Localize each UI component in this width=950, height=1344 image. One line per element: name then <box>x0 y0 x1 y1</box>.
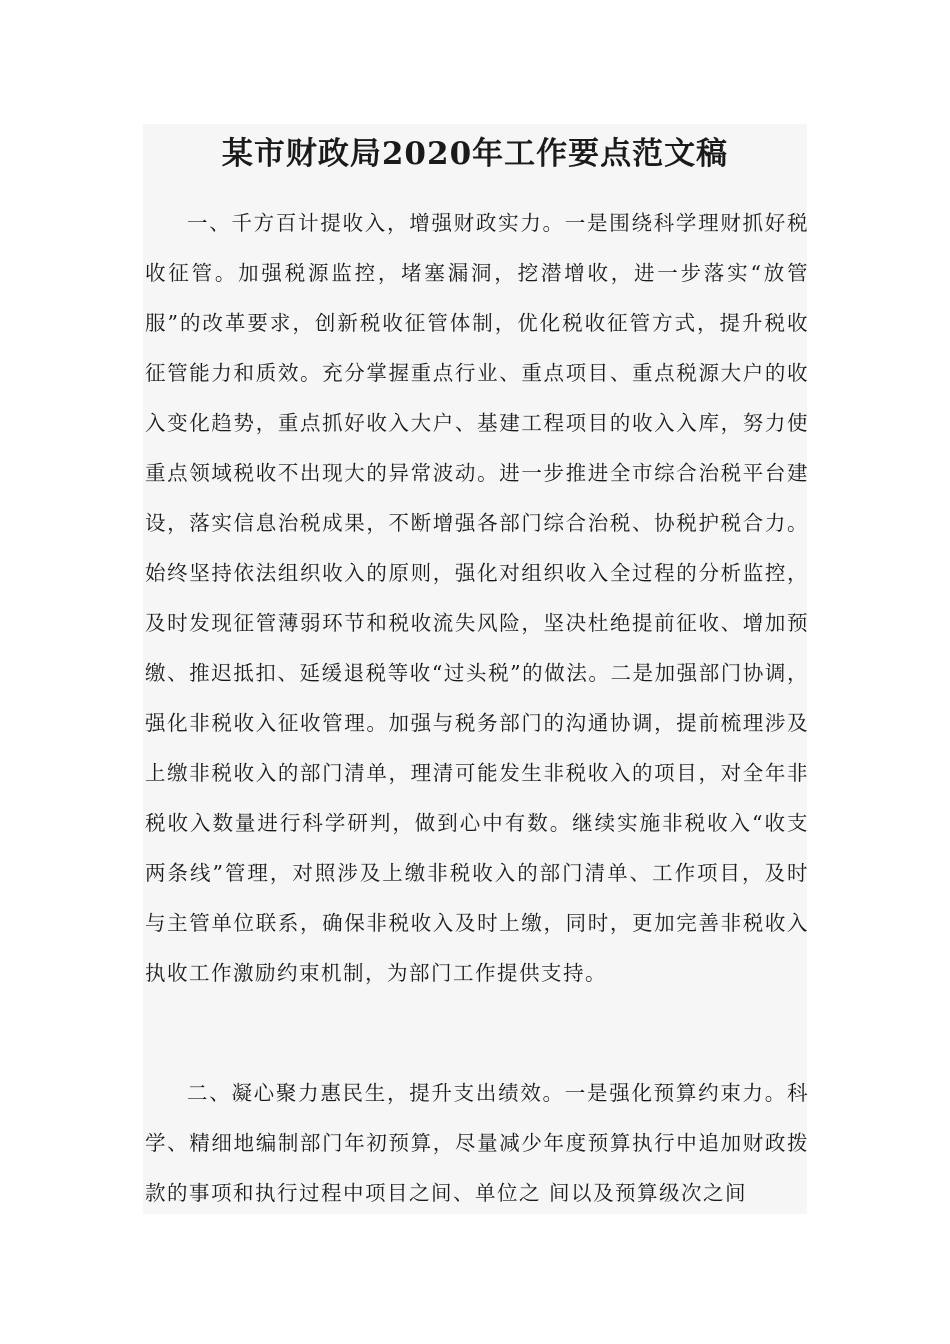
document-title: 某市财政局2020年工作要点范文稿 <box>221 136 729 172</box>
paragraph-2: 二、凝心聚力惠民生，提升支出绩效。一是强化预算约束力。科学、精细地编制部门年初预算，尽量减少年度预算执行中追加财政拨款的事项和执行过程中项目之间、单位之 间以及预算级次之间 <box>145 1081 809 1205</box>
paragraph-1: 一、千方百计提收入，增强财政实力。一是围绕科学理财抓好税收征管。加强税源监控，堵塞漏洞，挖潜增收，进一步落实“放管服”的改革要求，创新税收征管体制，优化税收征管方式，提升税收征管能力和质效。充分掌握重点行业、重点项目、重点税源大户的收入变化趋势，重点抓好收入大户、基建工程项目的收入入库，努力使重点领域税收不出现大的异常波动。进一步推进全市综合治税平台建设，落实信息治税成果，不断增强各部门综合治税、协税护税合力。始终坚持依法组织收入的原则，强化对组织收入全过程的分析监控，及时发现征管薄弱环节和税收流失风险，坚决杜绝提前征收、增加预缴、推迟抵扣、延缓退税等收“过头税”的做法。二是加强部门协调，强化非税收入征收管理。加强与税务部门的沟通协调，提前梳理涉及上缴非税收入的部门清单，理清可能发生非税收入的项目，对全年非税收入数量进行科学研判，做到心中有数。继续实施非税收入“收支两条线”管理，对照涉及上缴非税收入的部门清单、工作项目，及时与主管单位联系，确保非税收入及时上缴，同时，更加完善非税收入执收工作激励约束机制，为部门工作提供支持。 <box>145 211 809 985</box>
